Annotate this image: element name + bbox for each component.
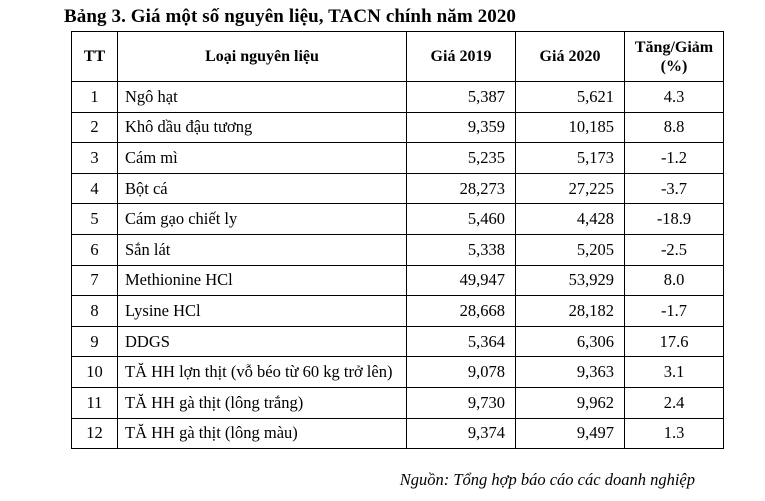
header-change — [625, 32, 724, 82]
header-change-line1: Tăng/Giảm — [634, 38, 714, 56]
table-row — [72, 173, 724, 204]
row-change-percent: -2.5 — [625, 234, 724, 265]
row-change-percent: 4.3 — [625, 82, 724, 113]
row-index: 12 — [72, 418, 118, 449]
row-index: 1 — [72, 82, 118, 113]
row-price-2019: 28,273 — [407, 173, 516, 204]
row-change-percent: 17.6 — [625, 326, 724, 357]
table-row — [72, 418, 724, 449]
row-change-percent: 3.1 — [625, 357, 724, 388]
row-price-2020: 4,428 — [516, 204, 625, 235]
row-change-percent: 2.4 — [625, 387, 724, 418]
table-row — [72, 357, 724, 388]
row-change-percent: -1.7 — [625, 296, 724, 327]
row-index: 5 — [72, 204, 118, 235]
row-price-2020: 53,929 — [516, 265, 625, 296]
table-row — [72, 234, 724, 265]
row-change-percent: 1.3 — [625, 418, 724, 449]
row-material-name: Cám mì — [118, 143, 407, 174]
row-index: 10 — [72, 357, 118, 388]
row-price-2019: 9,730 — [407, 387, 516, 418]
row-index: 7 — [72, 265, 118, 296]
row-material-name: Cám gạo chiết ly — [118, 204, 407, 235]
row-change-percent: -1.2 — [625, 143, 724, 174]
row-material-name: Ngô hạt — [118, 82, 407, 113]
row-change-percent: 8.0 — [625, 265, 724, 296]
table-row — [72, 204, 724, 235]
row-material-name: Lysine HCl — [118, 296, 407, 327]
row-price-2019: 28,668 — [407, 296, 516, 327]
row-index: 4 — [72, 173, 118, 204]
price-table — [71, 31, 724, 449]
row-price-2020: 28,182 — [516, 296, 625, 327]
row-index: 6 — [72, 234, 118, 265]
table-title: Bảng 3. Giá một số nguyên liệu, TACN chính năm 2020 — [64, 6, 517, 27]
row-index: 9 — [72, 326, 118, 357]
row-index: 8 — [72, 296, 118, 327]
header-tt: TT — [72, 32, 118, 82]
table-row — [72, 326, 724, 357]
row-price-2019: 9,359 — [407, 112, 516, 143]
row-material-name: Sắn lát — [118, 234, 407, 265]
row-price-2019: 5,387 — [407, 82, 516, 113]
table-row — [72, 296, 724, 327]
row-price-2020: 5,205 — [516, 234, 625, 265]
table-row — [72, 265, 724, 296]
row-index: 11 — [72, 387, 118, 418]
row-material-name: TĂ HH gà thịt (lông màu) — [118, 418, 407, 449]
row-price-2019: 49,947 — [407, 265, 516, 296]
row-material-name: Bột cá — [118, 173, 407, 204]
row-change-percent: 8.8 — [625, 112, 724, 143]
header-price-2019: Giá 2019 — [407, 32, 516, 82]
row-price-2019: 5,338 — [407, 234, 516, 265]
row-price-2019: 5,364 — [407, 326, 516, 357]
row-change-percent: -18.9 — [625, 204, 724, 235]
row-price-2020: 9,962 — [516, 387, 625, 418]
row-price-2019: 5,460 — [407, 204, 516, 235]
row-material-name: DDGS — [118, 326, 407, 357]
row-index: 3 — [72, 143, 118, 174]
row-material-name: Khô dầu đậu tương — [118, 112, 407, 143]
row-price-2020: 5,173 — [516, 143, 625, 174]
row-price-2020: 9,363 — [516, 357, 625, 388]
row-change-percent: -3.7 — [625, 173, 724, 204]
row-price-2020: 6,306 — [516, 326, 625, 357]
row-material-name: TĂ HH gà thịt (lông trắng) — [118, 387, 407, 418]
row-price-2019: 5,235 — [407, 143, 516, 174]
row-index: 2 — [72, 112, 118, 143]
header-price-2020: Giá 2020 — [516, 32, 625, 82]
row-price-2020: 27,225 — [516, 173, 625, 204]
table-row — [72, 82, 724, 113]
table-row — [72, 387, 724, 418]
row-material-name: TĂ HH lợn thịt (vỗ béo từ 60 kg trở lên) — [118, 357, 407, 388]
row-price-2019: 9,374 — [407, 418, 516, 449]
source-note: Nguồn: Tổng hợp báo cáo các doanh nghiệp — [399, 470, 695, 489]
row-price-2020: 9,497 — [516, 418, 625, 449]
row-price-2020: 10,185 — [516, 112, 625, 143]
table-row — [72, 143, 724, 174]
header-material: Loại nguyên liệu — [118, 32, 407, 82]
row-material-name: Methionine HCl — [118, 265, 407, 296]
row-price-2020: 5,621 — [516, 82, 625, 113]
row-price-2019: 9,078 — [407, 357, 516, 388]
header-change-line2: (%) — [660, 57, 688, 75]
table-header-row — [72, 32, 724, 82]
table-row — [72, 112, 724, 143]
